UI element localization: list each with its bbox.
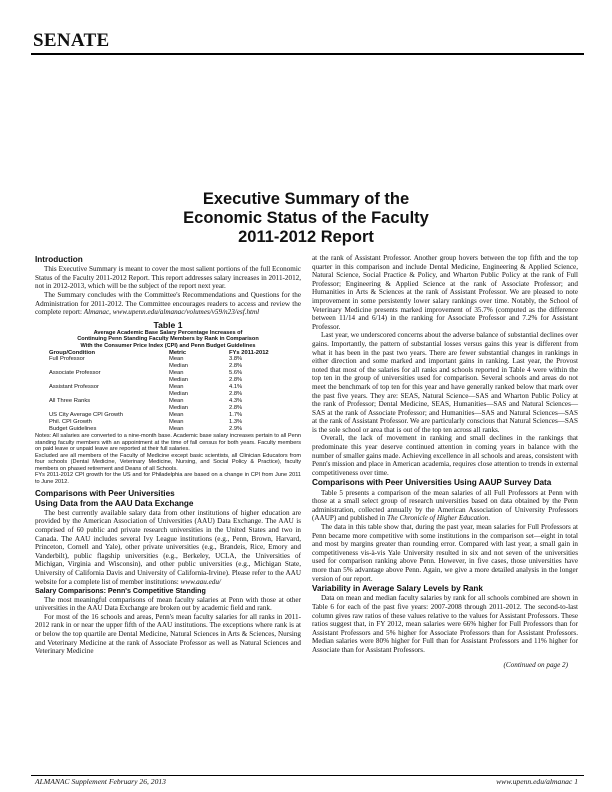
intro-paragraph-2-text: The Summary concludes with the Committee's Recommendations and Questions for the Administration for 2011-2012. The Committee encourages readers to access and review the complete report: bbox=[35, 290, 301, 317]
peers-paragraph-1 bbox=[35, 509, 301, 586]
right-paragraph-2: Last year, we underscored concerns about the adverse balance of substantial declines over gains. Importantly, the pattern of substantial losses versus gains this year is different from what it has been in the past two years. There are fewer substantial changes in rankings in either direction and some marked and important gains in ranking. Last year, the Provost noted that most of the salaries for all ranks and schools reported in Table 4 were within the top ten in the group of universities used for comparison. Several schools and areas do not meet the benchmark of top ten for this year and have generally ranked below that mark over the past five years. They are: SEAS, Natural Science—SAS and Wharton Public Policy at the rank of Professor; Dental Medicine, SEAS, Humanities—SAS and Natural Sciences—SAS at the rank of Associate Professor; and Humanities—SAS and Natural Sciences—SAS at the rank of Assistant Professor. We are particularly conscious that Natural Sciences—SAS is the sole school or area that is out of the top ten across all ranks. bbox=[312, 331, 578, 434]
table-row bbox=[49, 419, 279, 426]
header-rule bbox=[31, 53, 584, 55]
table-row bbox=[49, 384, 279, 391]
table-1-caption bbox=[35, 330, 301, 350]
cell-group: US City Average CPI Growth bbox=[49, 411, 123, 418]
peers-paragraph-3: For most of the 16 schools and areas, Penn's mean faculty salaries for all ranks in 2011-2012 rank in or near the upper fifth of the AAU institutions. The exceptions where rank is at or below the top quartile are Dental Medicine, Natural Sciences in Arts & Sciences, Nursing and Veterinary Medicine at the rank of Associate Professor as well as Natural Sciences and Veterinary Medicine bbox=[35, 612, 301, 656]
cell-group: Full Professor bbox=[49, 356, 85, 363]
cell-value: 4.3% bbox=[229, 397, 243, 404]
report-link[interactable]: Almanac, www.upenn.edu/almanac/volumes/v59/n23/esf.html bbox=[83, 308, 260, 317]
intro-paragraph-2 bbox=[35, 291, 301, 317]
cell-value: 2.8% bbox=[229, 404, 243, 411]
table-row bbox=[49, 356, 279, 363]
section-header: SENATE bbox=[33, 30, 110, 51]
footer-rule bbox=[31, 775, 584, 776]
right-paragraph-1: at the rank of Assistant Professor. Another group hovers between the top fifth and the top quarter in this comparison and include Dental Medicine, Engineering & Applied Science, Natural Science, Social Practice & Policy, and Wharton Public Policy at the rank of Full Professor; Engineering & Applied Science at the rank of Associate Professor; and Humanities in Arts & Sciences at the rank of Assistant Professor. We are pleased to note improvement in some persistently lower salary rankings over time. Notably, the School of Veterinary Medicine presents marked improvement of 35.7% (computed as the difference between 11/14 and 6/14) in the ranking for Associate Professor and 7.2% for Assistant Professor. bbox=[312, 254, 578, 331]
continued-note: (Continued on page 2) bbox=[503, 660, 568, 669]
cell-metric: Mean bbox=[169, 370, 184, 377]
cell-group: Assistant Professor bbox=[49, 384, 99, 391]
table-1 bbox=[35, 320, 301, 486]
cell-group bbox=[49, 363, 169, 370]
cell-group bbox=[49, 377, 169, 384]
right-paragraph-3: Overall, the lack of movement in ranking and small declines in the rankings that predominate this year deserve continued attention in coming years in balance with the number of smaller gains made. Achieving excellence in all schools and areas, consistent with Penn's mission and place in American academia, requires close attention to trends in external competitiveness over time. bbox=[312, 434, 578, 477]
table-note: FYs 2011-2012 CPI growth for the US and for Philadelphia are based on a change in CPI from June 2011 to June 2012. bbox=[35, 472, 301, 485]
peers-heading-line-1: Comparisons with Peer Universities bbox=[35, 489, 175, 499]
cell-metric: Mean bbox=[169, 356, 184, 363]
cell-group: All Three Ranks bbox=[49, 397, 91, 404]
left-column bbox=[35, 254, 301, 656]
peers-paragraph-1-text: The best currently available salary data from other institutions of higher education are provided by the American Association of Universities (AAU) Data Exchange. The AAU is comprised of 60 public and private research universities in the United States and two in Canada. The AAU includes several Ivy League institutions (e.g., Penn, Brown, Harvard, Princeton, Cornell and Yale), other private universities (e.g., Brandeis, Rice, Emory and Vanderbilt), public flagship universities (e.g., Berkeley, UCLA, the Universities of Michigan, Virginia and Wisconsin), and other public universities (e.g., Michigan State, University of California Davis and University of California-Irvine). Please refer to the AAU website for a complete list of member institutions: bbox=[35, 508, 301, 586]
intro-paragraph-1: This Executive Summary is meant to cover the most salient portions of the full Economic Status of the Faculty 2011-2012 Report. This report addresses salary increases in 2011-2012, not in 2012-2013, which will be the subject of the report next year. bbox=[35, 265, 301, 291]
cell-value: 2.8% bbox=[229, 377, 243, 384]
peers-paragraph-2: The most meaningful comparisons of mean faculty salaries at Penn with those at other universities in the AAU Data Exchange are broken out by academic field and rank. bbox=[35, 595, 301, 613]
table-row bbox=[49, 377, 279, 384]
cell-metric: Median bbox=[169, 377, 189, 384]
right-column bbox=[312, 254, 578, 669]
chronicle-title: The Chronicle of Higher Education bbox=[386, 514, 489, 523]
right-paragraph-4 bbox=[312, 489, 578, 523]
cell-metric: Median bbox=[169, 404, 189, 411]
peers-heading bbox=[35, 489, 301, 507]
table-row bbox=[49, 363, 279, 370]
table-1-caption-line: Average Academic Base Salary Percentage Increases of bbox=[93, 329, 243, 336]
column-header-group: Group/Condition bbox=[49, 349, 96, 356]
table-1-caption-line: With the Consumer Price Index (CPI) and Penn Budget Guidelines bbox=[80, 342, 256, 349]
salary-comparisons-subheading: Salary Comparisons: Penn's Competitive Standing bbox=[35, 587, 206, 596]
table-1-notes bbox=[35, 433, 301, 485]
cell-value: 2.8% bbox=[229, 363, 243, 370]
table-1-body bbox=[49, 356, 279, 432]
table-row bbox=[49, 426, 279, 433]
cell-value: 3.8% bbox=[229, 356, 243, 363]
table-1-grid bbox=[49, 350, 279, 433]
footer-url-page: www.upenn.edu/almanac 1 bbox=[496, 777, 578, 786]
cell-metric: Mean bbox=[169, 411, 184, 418]
table-note: Excluded are all members of the Faculty of Medicine except basic scientists, all Clinician Educators from four schools (Dental Medicine, Veterinary Medicine, Nursing, and Social Policy & Practice), faculty members on phased retirement and Deans of all Schools. bbox=[35, 452, 301, 472]
cell-group: Phil. CPI Growth bbox=[49, 418, 92, 425]
aau-link[interactable]: www.aau.edu/ bbox=[180, 577, 221, 586]
table-row bbox=[49, 405, 279, 412]
title-line-2: Economic Status of the Faculty bbox=[183, 209, 429, 227]
cell-metric: Mean bbox=[169, 418, 184, 425]
table-header-row bbox=[49, 350, 279, 357]
cell-value: 1.7% bbox=[229, 411, 243, 418]
right-paragraph-6: Data on mean and median faculty salaries by rank for all schools combined are shown in Table 6 for each of the past five years: 2007-2008 through 2011-2012. The second-to-last column gives raw ratios of these values relative to the values for Assistant Professors. These ratios suggest that, in FY 2012, mean salaries were 66% higher for Full Professors than for Assistant Professors and 5% higher for Associate Professors than for Assistant Professors. Median salaries were 80% higher for Full than for Assistant Professors and 11% higher for Associate than for Assistant Professors. bbox=[312, 594, 578, 654]
right-paragraph-4-text: Table 5 presents a comparison of the mean salaries of all Full Professors at Penn with those at a small select group of research universities based on data obtained by the Penn administration, collected annually by the American Association of University Professors (AAUP) and published in bbox=[312, 488, 578, 523]
title-line-3: 2011-2012 Report bbox=[238, 228, 374, 246]
cell-value: 1.3% bbox=[229, 418, 243, 425]
cell-value: 4.1% bbox=[229, 384, 243, 391]
table-note: Notes: All salaries are converted to a nine-month base. Academic base salary increases pertain to all Penn standing faculty members with an appointment at the time of fall census for both years. Faculty members on paid leave or unpaid leave are reported at their full salaries. bbox=[35, 433, 301, 453]
cell-group bbox=[49, 391, 169, 398]
variability-heading: Variability in Average Salary Levels by Rank bbox=[312, 584, 483, 594]
table-1-title: Table 1 bbox=[153, 319, 183, 330]
right-paragraph-5: The data in this table show that, during the past year, mean salaries for Full Professors at Penn became more competitive with some institutions in the comparison set—eight in total and most by margins greater than rounding error. Compared with last year, a small gain in competitiveness vis-à-vis Yale University resulted in six and not seven of the universities used for comparison ranking above Penn. However, in five cases, those universities have more than 5% advantage above Penn. Again, we give a more detailed analysis in the longer version of our report. bbox=[312, 523, 578, 583]
footer-publication: ALMANAC Supplement February 26, 2013 bbox=[35, 777, 166, 786]
cell-metric: Mean bbox=[169, 425, 184, 432]
cell-value: 5.6% bbox=[229, 370, 243, 377]
table-1-caption-line: Continuing Penn Standing Faculty Members by Rank in Comparison bbox=[77, 336, 259, 343]
cell-value: 2.9% bbox=[229, 425, 243, 432]
table-row bbox=[49, 398, 279, 405]
cell-group bbox=[49, 405, 169, 412]
cell-metric: Mean bbox=[169, 384, 184, 391]
cell-metric: Median bbox=[169, 390, 189, 397]
document-title bbox=[0, 190, 612, 247]
column-header-metric: Metric bbox=[169, 349, 187, 356]
intro-heading: Introduction bbox=[35, 255, 83, 264]
table-row bbox=[49, 412, 279, 419]
cell-group: Budget Guidelines bbox=[49, 425, 97, 432]
table-row bbox=[49, 370, 279, 377]
column-header-value: FYs 2011-2012 bbox=[229, 349, 269, 356]
cell-group: Associate Professor bbox=[49, 370, 101, 377]
table-row bbox=[49, 391, 279, 398]
cell-metric: Mean bbox=[169, 397, 184, 404]
peers-heading-line-2: Using Data from the AAU Data Exchange bbox=[35, 498, 194, 508]
cell-metric: Median bbox=[169, 363, 189, 370]
aaup-heading: Comparisons with Peer Universities Using AAUP Survey Data bbox=[312, 478, 552, 488]
cell-value: 2.8% bbox=[229, 390, 243, 397]
title-line-1: Executive Summary of the bbox=[202, 190, 410, 208]
right-paragraph-4-end: . bbox=[488, 514, 491, 523]
